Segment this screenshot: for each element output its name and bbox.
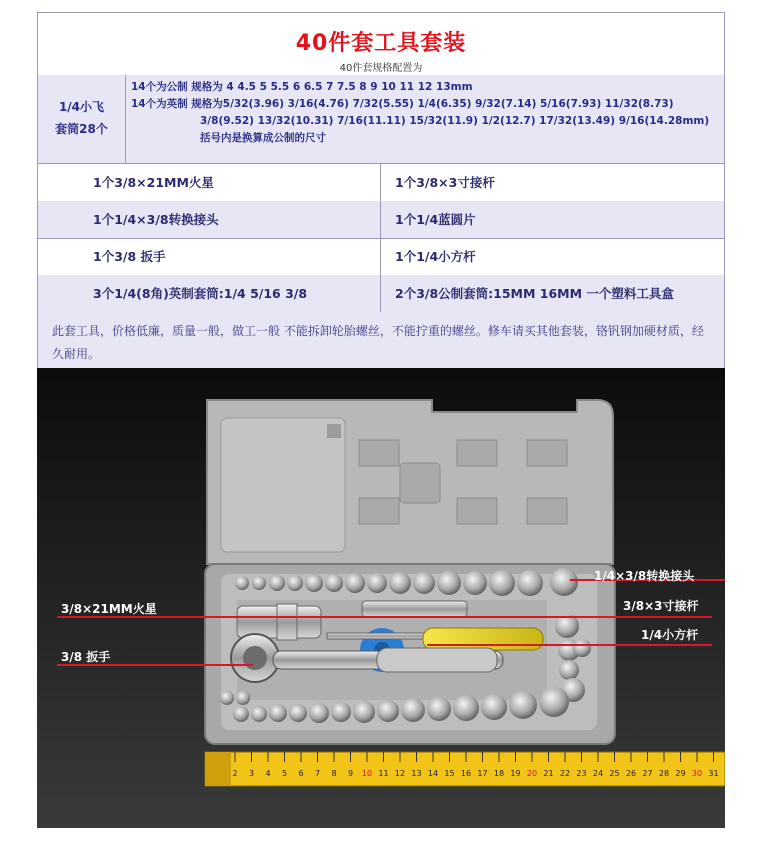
ruler-tick-label: 10 <box>361 769 373 778</box>
toolkit-illustration <box>37 368 725 828</box>
ruler-tick-label: 25 <box>609 769 620 778</box>
product-photo <box>37 368 725 828</box>
socket-spec-label-line2: 套筒28个 <box>55 122 108 136</box>
ruler-tick-label: 28 <box>658 769 670 778</box>
ruler-tick-label: 26 <box>625 769 637 778</box>
table-cell: 1个1/4蓝圆片 <box>395 212 476 227</box>
ruler-tick-label: 27 <box>642 769 653 778</box>
ruler-tick-label: 20 <box>526 769 538 778</box>
ruler-tick-label: 3 <box>248 769 255 778</box>
ruler-tick-label: 24 <box>592 769 604 778</box>
ruler-tick-label: 17 <box>477 769 488 778</box>
imperial-spec-1: 14个为英制 规格为5/32(3.96) 3/16(4.76) 7/32(5.55) 1/4(6.35) 9/32(7.14) 5/16(7.93) 11/32(8.73) <box>131 98 674 110</box>
table-cell: 3个1/4(8角)英制套筒:1/4 5/16 3/8 <box>38 275 381 312</box>
page-subtitle: 40件套规格配置为 <box>339 63 423 74</box>
ruler-tick-label: 29 <box>675 769 686 778</box>
table-row <box>38 164 724 202</box>
callout-adapter: 1/4×3/8转换接头 <box>594 569 695 583</box>
ruler-tick-label: 22 <box>559 769 571 778</box>
metric-spec: 14个为公制 规格为 4 4.5 5 5.5 6 6.5 7 7.5 8 9 10 11 12 13mm <box>131 81 473 93</box>
ruler-tick-label: 14 <box>427 769 439 778</box>
title-box <box>38 13 724 76</box>
ruler-tick-label: 16 <box>460 769 472 778</box>
description-text: 此套工具，价格低廉，质量一般，做工一般 不能拆卸轮胎螺丝，不能拧重的螺丝。修车请买其他套装，铬钒钢加硬材质，经久耐用。 <box>52 324 704 361</box>
table-cell: 1个1/4小方杆 <box>395 249 476 264</box>
ruler-tick-label: 2 <box>232 769 238 778</box>
table-row <box>38 238 724 276</box>
ruler-tick-label: 21 <box>543 769 554 778</box>
socket-spec-details <box>131 79 709 147</box>
ruler-tick-label: 12 <box>394 769 406 778</box>
description-box <box>38 312 724 368</box>
ruler-tick-label: 31 <box>708 769 719 778</box>
ruler-tick-label: 30 <box>691 769 703 778</box>
callout-line-square-bar <box>427 644 712 646</box>
callout-extension: 3/8×3寸接杆 <box>623 599 699 613</box>
ruler-tick-label: 13 <box>411 769 422 778</box>
socket-spec-label-line1: 1/4小飞 <box>58 100 105 114</box>
table-row <box>38 201 724 239</box>
ruler-tick-label: 11 <box>378 769 389 778</box>
ruler-tick-label: 19 <box>510 769 521 778</box>
socket-spec-row <box>38 75 724 164</box>
measuring-tape <box>205 752 725 786</box>
ruler-tick-label: 4 <box>265 769 271 778</box>
ruler-tick-label: 18 <box>493 769 505 778</box>
spec-table <box>37 12 725 368</box>
callout-square-bar: 1/4小方杆 <box>641 628 699 642</box>
table-cell: 1个1/4×3/8转换接头 <box>38 201 381 238</box>
ruler-tick-label: 9 <box>347 769 354 778</box>
callout-spark: 3/8×21MM火星 <box>61 602 157 616</box>
imperial-spec-2: 3/8(9.52) 13/32(10.31) 7/16(11.11) 15/32(11.9) 1/2(12.7) 17/32(13.49) 9/16(14.28mm) <box>200 115 710 127</box>
table-row <box>38 275 724 313</box>
ruler-tick-label: 8 <box>331 769 337 778</box>
socket-spec-label <box>38 75 126 163</box>
ruler-tick-label: 6 <box>298 769 304 778</box>
table-cell: 2个3/8公制套筒:15MM 16MM 一个塑料工具盒 <box>395 286 674 301</box>
ruler-tick-label: 5 <box>281 769 288 778</box>
table-cell: 1个3/8×21MM火星 <box>38 164 381 201</box>
conversion-note: 括号内是换算成公制的尺寸 <box>200 132 326 144</box>
page-title: 40件套工具套装 <box>295 31 467 56</box>
callout-wrench: 3/8 扳手 <box>61 650 111 664</box>
table-cell: 1个3/8×3寸接杆 <box>395 175 495 190</box>
ruler-tick-label: 15 <box>444 769 455 778</box>
ruler-tick-label: 23 <box>576 769 587 778</box>
extension-bar <box>362 601 467 617</box>
table-cell: 1个3/8 扳手 <box>38 238 381 275</box>
case-lid <box>207 400 613 564</box>
ruler-tick-label: 7 <box>314 769 321 778</box>
